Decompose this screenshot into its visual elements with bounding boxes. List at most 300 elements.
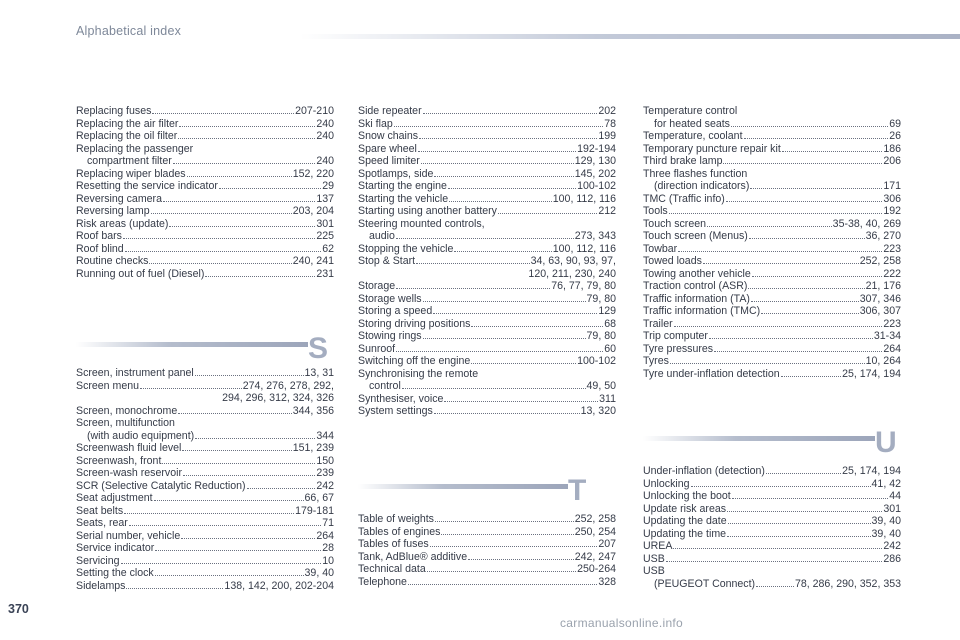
dot-leader	[750, 187, 882, 189]
index-term: Towbar	[643, 242, 678, 255]
dot-leader	[723, 162, 882, 164]
dot-leader	[416, 262, 529, 264]
index-term: Technical data	[358, 563, 426, 575]
index-term: compartment filter	[87, 155, 172, 167]
dot-leader	[756, 585, 794, 587]
index-term: Tables of fuses	[358, 538, 429, 550]
dot-leader	[670, 362, 865, 364]
dot-leader	[154, 499, 304, 501]
index-pages: 78, 286, 290, 352, 353	[794, 577, 901, 590]
index-entry	[76, 517, 334, 530]
dot-leader	[703, 262, 859, 264]
index-entry	[643, 478, 901, 491]
index-pages: 79, 80	[586, 292, 616, 305]
dot-leader	[162, 462, 315, 464]
index-term: Synthesiser, voice	[358, 392, 444, 405]
dot-leader	[151, 212, 292, 214]
index-entry	[358, 538, 616, 551]
dot-leader	[169, 225, 315, 227]
index-pages: 199	[598, 130, 616, 142]
index-entry	[76, 480, 334, 493]
index-pages: 62	[322, 242, 334, 255]
index-term: Sunroof	[358, 342, 396, 355]
index-pages: 192-194	[577, 142, 616, 155]
index-entry	[76, 555, 334, 568]
index-entry	[358, 180, 616, 193]
index-term: Towing another vehicle	[643, 267, 751, 280]
index-pages: 240	[316, 155, 334, 167]
index-entry	[643, 553, 901, 566]
index-entry	[76, 268, 334, 281]
header-decorative-bar	[300, 34, 960, 39]
index-column-1-s	[76, 367, 334, 592]
index-term: Routine checks	[76, 255, 149, 267]
page-number: 370	[8, 602, 29, 616]
index-entry	[76, 105, 334, 118]
dot-leader	[423, 337, 586, 339]
index-pages: 10	[322, 554, 334, 567]
index-pages: 328	[598, 575, 616, 588]
index-term: Roof bars	[76, 230, 122, 242]
dot-leader	[726, 200, 883, 202]
index-entry	[358, 405, 616, 418]
index-entry	[643, 540, 901, 553]
dot-leader	[179, 125, 315, 127]
index-term: Tyre pressures	[643, 342, 714, 355]
index-entry	[643, 528, 901, 541]
dot-leader	[126, 587, 223, 589]
index-pages: 29	[322, 180, 334, 192]
index-term: Screenwash, front	[76, 454, 162, 467]
index-term: Temperature control	[643, 105, 738, 117]
index-term: Towed loads	[643, 255, 702, 267]
index-term: Unlocking the boot	[643, 490, 731, 502]
index-term: Trailer	[643, 317, 673, 330]
index-pages: 186	[883, 142, 901, 155]
index-entry	[643, 330, 901, 343]
index-pages: 36, 270	[865, 230, 901, 242]
index-pages: 129	[598, 305, 616, 317]
section-divider-s	[76, 342, 308, 347]
dot-leader	[178, 412, 291, 414]
index-pages: 344, 356	[292, 404, 334, 417]
index-term: Storage wells	[358, 292, 422, 305]
index-pages: 240	[316, 117, 334, 130]
watermark-text: carmanualsonline.info	[560, 616, 684, 630]
dot-leader	[123, 237, 315, 239]
dot-leader	[205, 275, 315, 277]
index-term: Risk areas (update)	[76, 217, 169, 230]
index-entry	[76, 455, 334, 468]
dot-leader	[752, 275, 883, 277]
index-term: Ski flap	[358, 117, 393, 130]
index-pages: 28	[322, 542, 334, 554]
dot-leader	[394, 125, 603, 127]
index-pages: 21, 176	[865, 280, 901, 292]
index-entry	[643, 180, 901, 193]
index-pages: 137	[316, 192, 334, 205]
index-entry	[643, 490, 901, 503]
index-entry	[643, 218, 901, 231]
index-pages: 307, 346	[859, 292, 901, 305]
index-entry	[76, 567, 334, 580]
dot-leader	[666, 560, 883, 562]
index-term: Table of weights	[358, 513, 434, 525]
dot-leader	[427, 570, 576, 572]
dot-leader	[744, 137, 889, 139]
index-pages: 79, 80	[586, 330, 616, 342]
index-pages: 286	[883, 552, 901, 565]
index-entry	[643, 193, 901, 206]
index-term: USB	[643, 552, 665, 565]
index-entry	[358, 218, 616, 231]
index-pages: 25, 174, 194	[842, 465, 901, 477]
dot-leader	[152, 112, 294, 114]
index-entry	[358, 343, 616, 356]
index-term: Traffic information (TMC)	[643, 305, 761, 317]
dot-leader	[728, 522, 871, 524]
index-entry	[76, 218, 334, 231]
dot-leader	[766, 472, 841, 474]
index-term: Under-inflation (detection)	[643, 465, 765, 477]
index-entry	[643, 515, 901, 528]
index-pages: 44	[889, 490, 901, 502]
index-entry	[76, 405, 334, 418]
index-entry	[76, 530, 334, 543]
index-term: Screen menu	[76, 379, 140, 392]
dot-leader	[674, 325, 883, 327]
dot-leader	[402, 387, 586, 389]
index-term: Snow chains	[358, 130, 419, 142]
dot-leader	[418, 150, 576, 152]
index-term: Serial number, vehicle	[76, 529, 181, 542]
index-entry	[76, 392, 334, 405]
index-term: Replacing fuses	[76, 105, 152, 117]
index-term: Replacing the passenger	[76, 142, 194, 155]
dot-leader	[732, 497, 888, 499]
dot-leader	[781, 375, 841, 377]
index-term: Tyres	[643, 355, 669, 367]
index-entry	[358, 318, 616, 331]
index-pages: 223	[883, 242, 901, 255]
index-pages: 252, 258	[859, 255, 901, 267]
index-pages: 207-210	[295, 105, 334, 117]
index-term: Updating the date	[643, 515, 727, 527]
index-term: Switching off the engine	[358, 355, 471, 367]
index-term: Replacing the air filter	[76, 117, 179, 130]
index-term: Steering mounted controls,	[358, 217, 485, 230]
index-term: Traffic information (TA)	[643, 292, 750, 305]
dot-leader	[183, 474, 315, 476]
index-column-3-u	[643, 465, 901, 590]
index-pages: 152, 220	[292, 167, 334, 180]
index-pages: 171	[883, 180, 901, 192]
index-term: Spare wheel	[358, 142, 417, 155]
index-entry	[358, 205, 616, 218]
index-entry	[358, 243, 616, 256]
index-entry	[643, 230, 901, 243]
index-entry	[358, 143, 616, 156]
index-term: Reversing camera	[76, 192, 162, 205]
index-term: Third brake lamp	[643, 155, 723, 167]
index-entry	[76, 505, 334, 518]
index-pages: 39, 40	[871, 515, 901, 527]
dot-leader	[444, 400, 598, 402]
index-entry	[358, 563, 616, 576]
index-term: Seat adjustment	[76, 492, 153, 504]
index-entry	[76, 255, 334, 268]
index-entry	[643, 368, 901, 381]
index-pages: 231	[316, 267, 334, 280]
dot-leader	[709, 337, 873, 339]
index-pages: 274, 276, 278, 292,	[242, 379, 334, 392]
index-entry	[76, 467, 334, 480]
index-term: Seats, rear	[76, 517, 128, 529]
section-divider-u	[643, 436, 875, 441]
index-pages: 306	[883, 192, 901, 205]
index-pages: 60	[604, 342, 616, 355]
index-pages: 264	[316, 529, 334, 542]
index-term: Temporary puncture repair kit	[643, 142, 781, 155]
index-pages: 242	[883, 540, 901, 552]
index-term: Screen, multifunction	[76, 417, 175, 429]
index-term: Telephone	[358, 575, 407, 588]
dot-leader	[454, 250, 551, 252]
dot-leader	[731, 125, 888, 127]
index-term: Servicing	[76, 554, 120, 567]
index-term: (PEUGEOT Connect)	[654, 577, 756, 590]
index-entry	[643, 143, 901, 156]
dot-leader	[149, 262, 291, 264]
dot-leader	[181, 537, 315, 539]
index-entry	[76, 243, 334, 256]
dot-leader	[430, 545, 598, 547]
dot-leader	[173, 162, 316, 164]
dot-leader	[449, 200, 552, 202]
index-entry	[358, 118, 616, 131]
page-header-title: Alphabetical index	[76, 24, 182, 38]
index-entry	[76, 205, 334, 218]
index-term: Touch screen	[643, 217, 707, 230]
index-pages: 240	[316, 130, 334, 142]
index-pages: 26	[889, 130, 901, 142]
index-term: Roof blind	[76, 242, 124, 255]
index-entry	[358, 393, 616, 406]
dot-leader	[121, 562, 322, 564]
index-entry	[643, 355, 901, 368]
index-entry	[643, 118, 901, 131]
index-column-2-s-continued	[358, 105, 616, 418]
index-entry	[358, 305, 616, 318]
index-entry	[76, 542, 334, 555]
index-pages: 192	[883, 205, 901, 217]
index-pages: 242	[316, 479, 334, 492]
index-pages: 203, 204	[292, 205, 334, 217]
index-term: Service indicator	[76, 542, 155, 554]
index-entry	[358, 355, 616, 368]
index-pages: 225	[316, 230, 334, 242]
index-pages: 68	[604, 317, 616, 330]
index-term: Unlocking	[643, 477, 690, 490]
index-pages: 301	[316, 217, 334, 230]
index-entry	[643, 318, 901, 331]
dot-leader	[435, 520, 574, 522]
dot-leader	[434, 412, 580, 414]
index-pages: 344	[316, 429, 334, 442]
index-pages: 78	[604, 117, 616, 130]
index-pages: 223	[883, 317, 901, 330]
index-term: Storage	[358, 280, 396, 292]
dot-leader	[434, 175, 573, 177]
index-pages: 69	[889, 117, 901, 130]
index-entry	[358, 130, 616, 143]
index-entry	[643, 578, 901, 591]
section-letter-s: S	[308, 332, 329, 365]
index-entry	[643, 255, 901, 268]
index-entry	[76, 580, 334, 593]
dot-leader	[396, 350, 603, 352]
index-term: Tyre under-inflation detection	[643, 367, 780, 380]
dot-leader	[182, 449, 291, 451]
index-pages: 100-102	[577, 355, 616, 367]
index-pages: 13, 320	[580, 405, 616, 417]
index-pages: 13, 31	[304, 367, 334, 379]
index-entry	[643, 343, 901, 356]
index-term: control	[369, 380, 401, 392]
index-pages: 250, 254	[574, 525, 616, 538]
index-term: (with audio equipment)	[87, 429, 195, 442]
index-term: Screen, monochrome	[76, 404, 178, 417]
dot-leader	[751, 300, 859, 302]
index-pages: 39, 40	[304, 567, 334, 579]
index-term: Starting the engine	[358, 180, 447, 192]
index-pages: 145, 202	[574, 167, 616, 180]
index-term: Running out of fuel (Diesel)	[76, 267, 205, 280]
index-term: SCR (Selective Catalytic Reduction)	[76, 479, 246, 492]
dot-leader	[178, 137, 315, 139]
index-term: Updating the time	[643, 527, 727, 540]
index-entry	[358, 168, 616, 181]
dot-leader	[471, 362, 576, 364]
dot-leader	[155, 574, 304, 576]
index-entry	[76, 492, 334, 505]
index-term: audio	[369, 230, 395, 242]
index-term: Synchronising the remote	[358, 367, 479, 380]
index-entry	[358, 105, 616, 118]
index-pages: 25, 174, 194	[842, 367, 901, 380]
dot-leader	[163, 200, 315, 202]
dot-leader	[396, 237, 574, 239]
dot-leader	[423, 300, 586, 302]
dot-leader	[714, 350, 882, 352]
index-entry	[358, 380, 616, 393]
index-term: (direction indicators)	[654, 180, 750, 192]
index-term: Screenwash fluid level	[76, 442, 182, 454]
index-entry	[76, 417, 334, 430]
index-pages: 240, 241	[292, 255, 334, 267]
dot-leader	[691, 485, 871, 487]
index-entry	[643, 205, 901, 218]
dot-leader	[433, 312, 597, 314]
index-pages: 129, 130	[574, 155, 616, 167]
index-pages: 239	[316, 467, 334, 479]
index-term: Stopping the vehicle	[358, 242, 454, 255]
index-term: System settings	[358, 405, 433, 417]
index-pages: 100-102	[577, 180, 616, 192]
index-entry	[358, 193, 616, 206]
dot-leader	[727, 510, 882, 512]
dot-leader	[247, 487, 316, 489]
index-pages: 179-181	[295, 504, 334, 517]
index-pages: 252, 258	[574, 513, 616, 525]
dot-leader	[678, 250, 882, 252]
index-entry	[76, 168, 334, 181]
index-pages: 264	[883, 342, 901, 355]
dot-leader	[195, 374, 304, 376]
dot-leader	[673, 547, 882, 549]
index-pages: 202	[598, 105, 616, 117]
dot-leader	[448, 187, 576, 189]
index-pages: 39, 40	[871, 527, 901, 540]
index-term: Stowing rings	[358, 330, 422, 342]
index-entry	[358, 255, 616, 268]
index-term: Screen, instrument panel	[76, 367, 194, 379]
index-pages: 35-38, 40, 269	[832, 217, 901, 230]
index-pages: 49, 50	[586, 380, 616, 392]
index-pages: 66, 67	[304, 492, 334, 504]
dot-leader	[498, 212, 597, 214]
dot-leader	[396, 287, 550, 289]
index-pages: 301	[883, 502, 901, 515]
dot-leader	[124, 512, 294, 514]
index-term: Replacing wiper blades	[76, 167, 186, 180]
dot-leader	[468, 558, 574, 560]
dot-leader	[140, 387, 242, 389]
section-letter-u: U	[875, 426, 897, 459]
index-pages: 76, 77, 79, 80	[551, 280, 616, 292]
index-entry	[643, 155, 901, 168]
index-entry	[76, 118, 334, 131]
index-term: Trip computer	[643, 330, 708, 342]
dot-leader	[421, 162, 574, 164]
index-entry	[76, 430, 334, 443]
section-letter-t: T	[568, 474, 587, 507]
index-term: Tables of engines	[358, 525, 441, 538]
index-term: Seat belts	[76, 504, 124, 517]
index-pages: 138, 142, 200, 202-204	[224, 579, 334, 592]
index-entry	[76, 230, 334, 243]
index-term: Touch screen (Menus)	[643, 230, 748, 242]
dot-leader	[707, 225, 832, 227]
index-entry	[643, 565, 901, 578]
index-entry	[358, 513, 616, 526]
index-pages: 10, 264	[865, 355, 901, 367]
index-pages: 222	[883, 267, 901, 280]
index-term: Storing a speed	[358, 305, 433, 317]
index-term: Screen-wash reservoir	[76, 467, 182, 479]
index-pages: 242, 247	[574, 550, 616, 563]
index-entry	[76, 180, 334, 193]
dot-leader	[727, 535, 870, 537]
index-term: Reversing lamp	[76, 205, 150, 217]
index-term: Update risk areas	[643, 502, 727, 515]
index-entry	[358, 155, 616, 168]
dot-leader	[419, 137, 597, 139]
index-entry	[76, 130, 334, 143]
index-pages: 306, 307	[859, 305, 901, 317]
dot-leader	[125, 250, 322, 252]
index-entry	[76, 380, 334, 393]
